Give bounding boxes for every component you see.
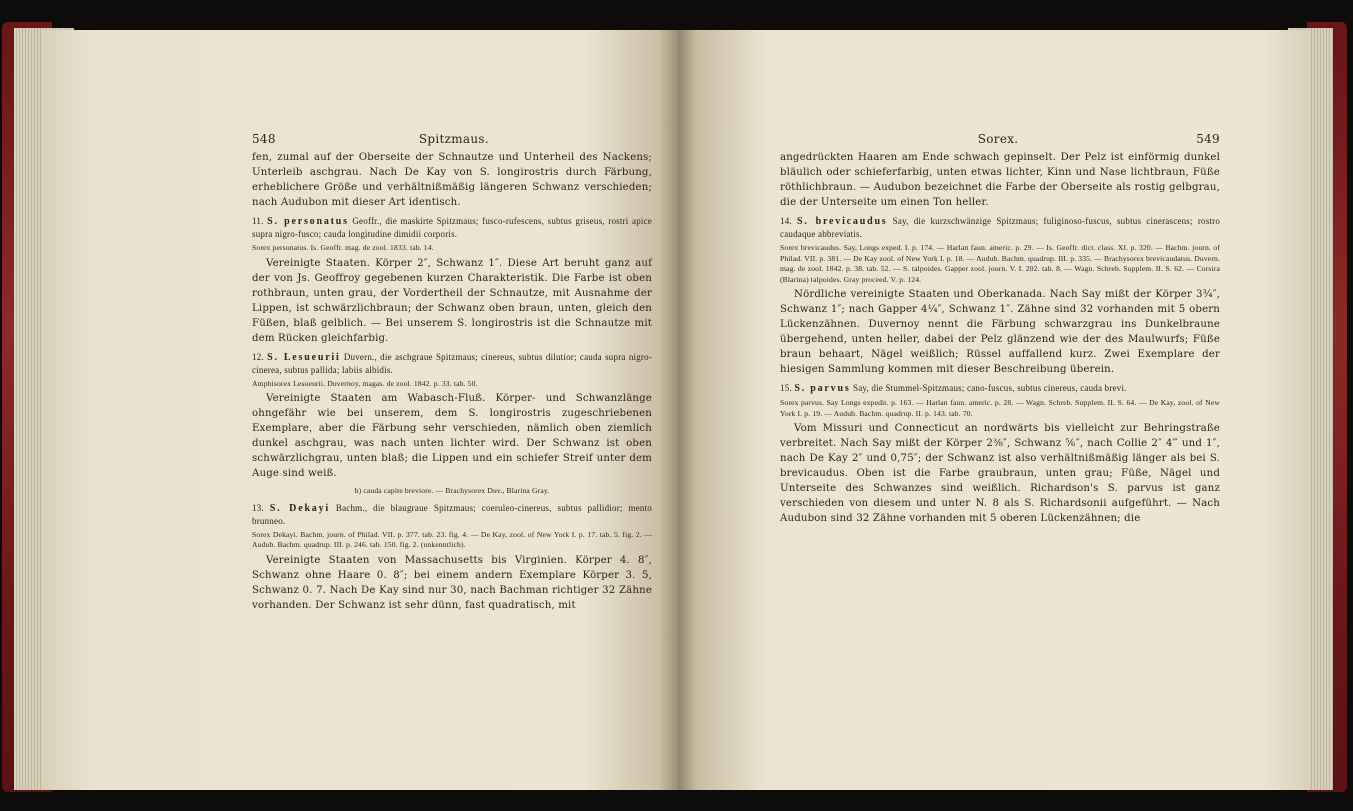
synonyms: Sorex brevicaudus. Say, Longs exped. I. p. 174. — Harlan faun. americ. p. 29. — Is. Geoffr. dict. class. XI. p. 320. — Bachm. journ. of Philad. VII. p. 381. — De Kay zool. of New York I. p. 18. — Audub. Bachm. quadrup. III. p. 335. — Brachysorex brevicaudatus. Duvern. mag. de zool. 1842. p. 38. tab. 52. — S. talpoides. Gapper zool. journ. V. I. 202. tab. 8. — Wagn. Schreb. Supplem. II. S. 62. — Corsira (Blarina) talpoides. Gray proceed. V. p. 124. <box>780 243 1220 284</box>
species-name: S. parvus <box>794 383 851 394</box>
species-number: 14. <box>780 216 792 226</box>
species-number: 15. <box>780 383 792 393</box>
species-entry-13 <box>252 502 652 527</box>
species-entry-11 <box>252 215 652 240</box>
subsection-heading: b) cauda capite breviore. — Brachysorex Duv., Blarina Gray. <box>354 486 550 495</box>
synonyms: Sorex parvus. Say Longs expedit. p. 163. — Harlan faun. americ. p. 28. — Wagn. Schreb. Supplem. II. S. 64. — De Kay, zool. of New York I. p. 19. — Audub. Bachm. quadrup. II. p. 143. tab. 70. <box>780 398 1220 418</box>
species-text: Vereinigte Staaten von Massachusetts bis Virginien. Körper 4. 8″, Schwanz ohne Haare 0. 8″; bei einem andern Exemplare Körper 3. 5, Schwanz 0. 7. Nach De Kay sind nur 30, nach Bachman richtiger 32 Zähne vorhanden. Der Schwanz ist sehr dünn, fast quadratisch, mit <box>252 554 652 611</box>
species-number: 12. <box>252 351 264 362</box>
species-entry-12 <box>252 351 652 376</box>
page-number: 549 <box>1196 132 1220 146</box>
species-text: Vereinigte Staaten. Körper 2″, Schwanz 1″. Diese Art beruht ganz auf der von Js. Geoffroy gegebenen kurzen Charakteristik. Die Farbe ist oben rothbraun, unten grau, der Vordertheil der Schnautze, mit Ausnahme der Lippen, ist schwärzlichbraun; der Schwanz oben braun, unten, gleich den Füßen, blaß gelblich. — Bei unserem S. longirostris ist die Schnautze mit dem Rücken gleichfarbig. <box>252 257 652 344</box>
species-name: S. personatus <box>267 216 349 227</box>
species-text: Vom Missuri und Connecticut an nordwärts bis vielleicht zur Behringstraße verbreitet. Nach Say mißt der Körper 2⅜″, Schwanz ⅚″, nach Collie 2″ 4‴ und 1″, nach De Kay 2″ und 0,75″; der Schwanz ist also verhältnißmäßig länger als bei S. brevicaudus. Oben ist die Farbe graubraun, unten grau; Füße, Nägel und Unterseite des Schwanzes sind weißlich. Richardson's S. parvus ist ganz verschieden von diesem und unter N. 8 als S. Richardsonii aufgeführt. — Nach Audubon sind 32 Zähne vorhanden mit 5 oberen Lückenzähnen; die <box>780 423 1220 524</box>
species-text: Vereinigte Staaten am Wabasch-Fluß. Körper- und Schwanzlänge ohngefähr wie bei unserem, dem S. longirostris zugeschriebenen Exemplare, aber die Färbung sehr verschieden, nämlich oben ziemlich dunkel aschgrau, was nach unten lichter wird. Der Schwanz ist oben schwärzlichgrau, unten blaß; die Lippen und ein schiefer Streif unter dem Auge sind weiß. <box>252 393 652 479</box>
species-name: S. brevicaudus <box>797 216 888 227</box>
running-title: Sorex. <box>977 132 1019 146</box>
species-name: S. Lesueurii <box>267 351 341 363</box>
synonyms: Sorex Dekayi. Bachm. journ. of Philad. VII. p. 377. tab. 23. fig. 4. — De Kay, zool. of New York I. p. 17. tab. 5. fig. 2. — Audub. Bachm. quadrup. III. p. 246. tab. 150. fig. 2. (unkenntlich). <box>252 529 652 549</box>
left-page-header <box>252 132 652 146</box>
species-number: 13. <box>252 502 264 513</box>
right-page <box>678 30 1310 790</box>
left-page-content <box>252 132 652 613</box>
species-number: 11. <box>252 216 264 226</box>
species-description: Geoffr., die maskirte Spitzmaus; fusco-rufescens, subtus griseus, rostri apice supra nigro-fusco; cauda longitudine dimidii corporis. <box>252 216 652 239</box>
left-page <box>42 30 678 790</box>
right-page-header <box>780 132 1220 146</box>
page-number: 548 <box>252 132 276 146</box>
species-description: Duvern., die aschgraue Spitzmaus; cinereus, subtus dilutior; cauda supra nigro-cinerea, subtus pallida; labiis albidis. <box>252 351 653 375</box>
continuation-paragraph: fen, zumal auf der Oberseite der Schnautze und Unterheil des Nackens; Unterleib aschgrau. Nach De Kay von S. longirostris durch Färbung, erheblichere Größe und verhältnißmäßig längeren Schwanz verschieden; nach Audubon mit dieser Art identisch. <box>252 152 652 208</box>
running-title: Spitzmaus. <box>418 132 489 146</box>
synonyms: Amphisorex Lesueurii. Duvernoy, magas. de zool. 1842. p. 33. tab. 50. <box>252 378 478 388</box>
species-description: Say, die Stummel-Spitzmaus; cano-fuscus, subtus cinereus, cauda brevi. <box>852 383 1127 393</box>
species-entry-15 <box>780 382 1220 395</box>
right-page-content <box>780 132 1220 526</box>
species-description: Say, die kurzschwänzige Spitzmaus; fuliginoso-fuscus, subtus cinerascens; rostro caudaque abbreviatis. <box>780 216 1221 239</box>
species-entry-14 <box>780 215 1220 240</box>
species-text: Nördliche vereinigte Staaten und Oberkanada. Nach Say mißt der Körper 3¾″, Schwanz 1″; nach Gapper 4¼″, Schwanz 1″. Zähne sind 32 vorhanden mit 5 obern Lückenzähnen. Duvernoy nennt die Färbung schwarzgrau ins Dunkelbraune übergehend, unten heller, dabei der Pelz glänzend wie der des Maulwurfs; Füße braun behaart, Nägel weißlich; Rüssel auffallend kurz. Zwei Exemplare der hiesigen Sammlung kommen mit dieser Beschreibung überein. <box>780 289 1220 375</box>
continuation-paragraph: angedrückten Haaren am Ende schwach gepinselt. Der Pelz ist einförmig dunkel bläulich oder schieferfarbig, unten etwas lichter, Kinn und Nase lichtbraun, Füße röthlichbraun. — Audubon bezeichnet die Farbe der Oberseite als rostig gelbgrau, die der Unterseite um einen Ton heller. <box>780 152 1220 208</box>
species-name: S. Dekayi <box>269 502 330 514</box>
species-description: Bachm., die blaugraue Spitzmaus; coeruleo-cinereus, subtus pallidior; mento brunneo. <box>252 502 652 526</box>
synonyms: Sorex personatus. Is. Geoffr. mag. de zool. 1833. tab. 14. <box>252 243 434 252</box>
